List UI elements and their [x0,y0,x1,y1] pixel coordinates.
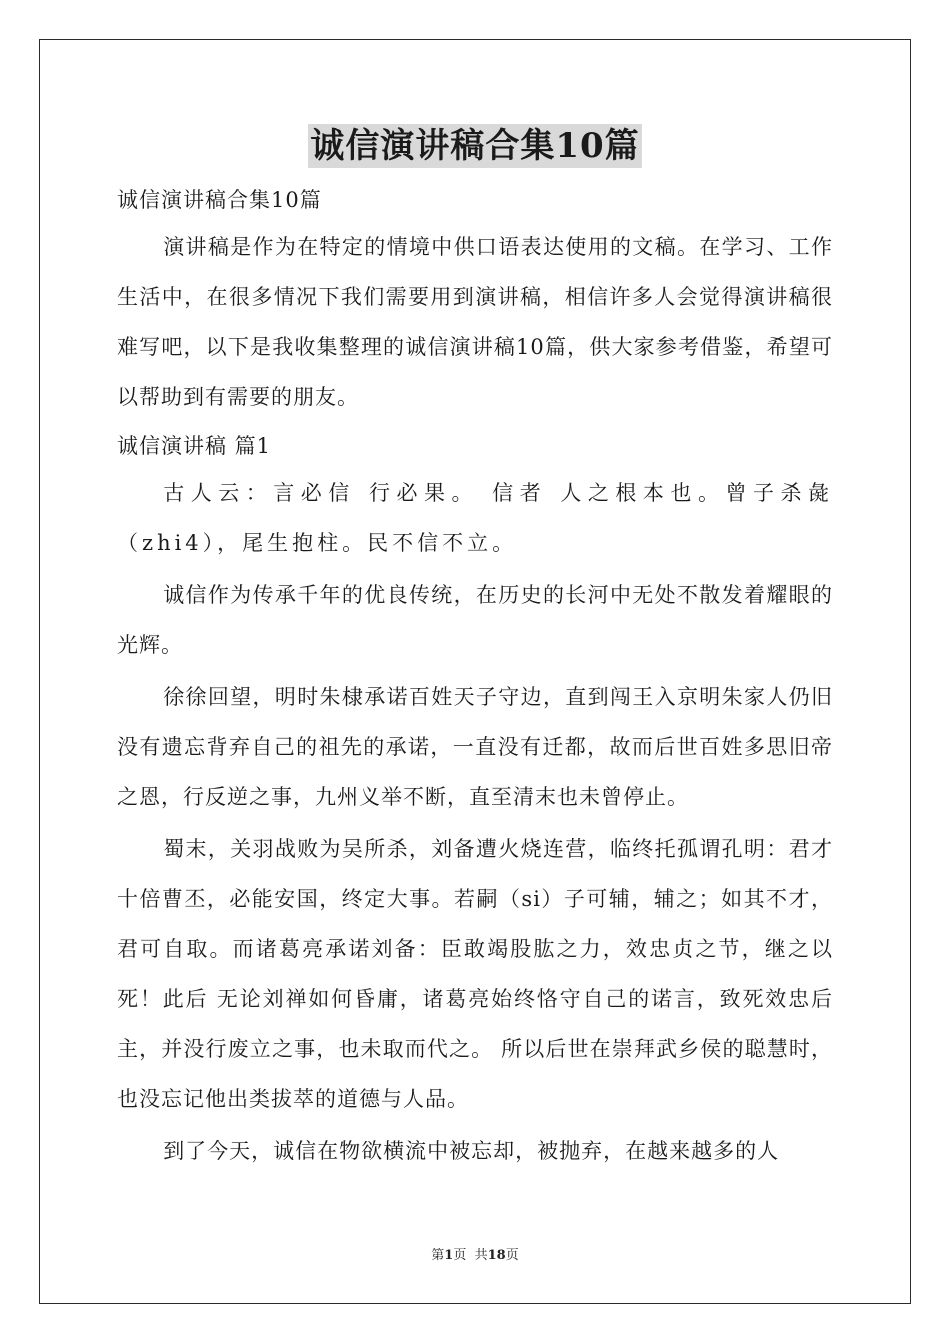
body-paragraph: 到了今天，诚信在物欲横流中被忘却，被抛弃，在越来越多的人 [163,1139,780,1163]
body-paragraph: 蜀末，关羽战败为吴所杀，刘备遭火烧连营，临终托孤谓孔明：君才十倍曹丕，必能安国，终定大事。若嗣（si）子可辅，辅之；如其不才，君可自取。而诸葛亮承诺刘备：臣敢竭股肱之力，效忠贞之节，继之以死！此后 无论刘禅如何昏庸，诸葛亮始终恪守自己的诺言，致死效忠后主，并没行废立之事，也未取而代之。 所以后世在崇拜武乡侯的聪慧时，也没忘记他出类拔萃的道德与人品。 [117,837,833,1111]
section-heading: 诚信演讲稿 篇1 [117,434,272,458]
page-footer [0,1247,950,1265]
document-title: 诚信演讲稿合集10篇 [310,126,640,166]
footer-page-number: 1 [444,1248,454,1263]
document-subtitle: 诚信演讲稿合集10篇 [117,188,322,212]
footer-prefix: 第 [431,1248,445,1263]
intro-paragraph: 演讲稿是作为在特定的情境中供口语表达使用的文稿。在学习、工作生活中，在很多情况下我们需要用到演讲稿，相信许多人会觉得演讲稿很难写吧，以下是我收集整理的诚信演讲稿10篇，供大家参考借鉴，希望可以帮助到有需要的朋友。 [117,235,833,409]
title-area [0,124,950,168]
document-body [117,178,833,1178]
footer-suffix: 页 [505,1248,519,1263]
body-paragraph: 徐徐回望，明时朱棣承诺百姓天子守边，直到闯王入京明朱家人仍旧没有遗忘背弃自己的祖先的承诺，一直没有迁都，故而后世百姓多思旧帝之恩，行反逆之事，九州义举不断，直至清末也未曾停止。 [117,685,833,809]
footer-middle: 页 共 [453,1248,488,1263]
body-paragraph: 古人云：言必信 行必果。 信者 人之根本也。曾子杀彘（zhi4），尾生抱柱。民不信不立。 [117,481,833,555]
footer-total-pages: 18 [487,1248,506,1263]
body-paragraph: 诚信作为传承千年的优良传统，在历史的长河中无处不散发着耀眼的光辉。 [117,583,833,657]
